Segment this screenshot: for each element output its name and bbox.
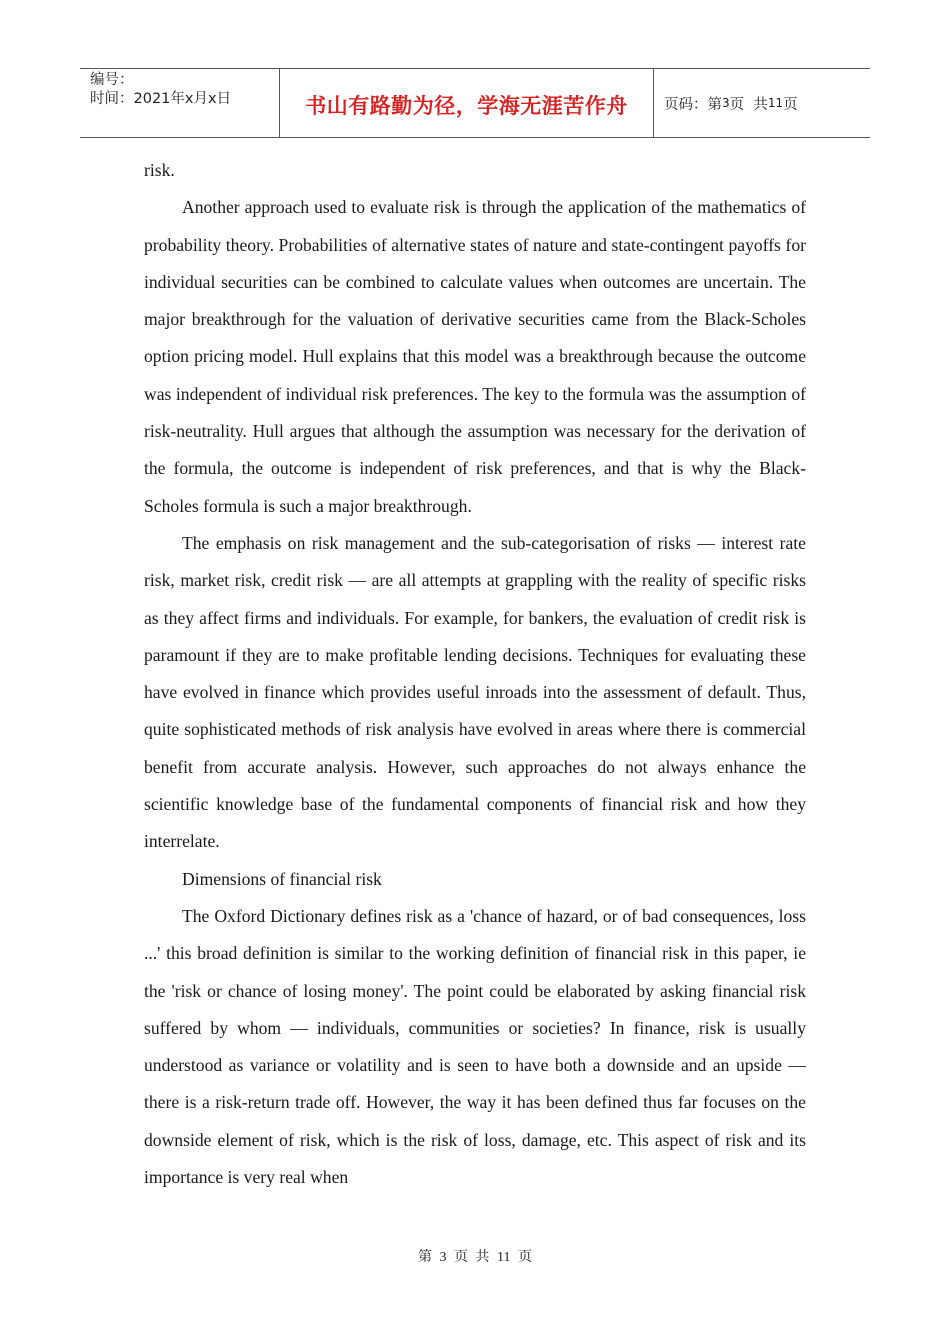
header-page-indicator — [654, 69, 870, 137]
paragraph: The Oxford Dictionary defines risk as a 'chance of hazard, or of bad consequences, loss ...' this broad definition is similar to the working definition of financial risk in this paper, ie the 'risk or chance of losing money'. The point could be elaborated by asking financial risk suffered by whom — individuals, communities or societies? In finance, risk is usually understood as variance or volatility and is seen to have both a downside and an upside — there is a risk-return trade off. However, the way it has been defined thus far focuses on the downside element of risk, which is the risk of loss, damage, etc. This aspect of risk and its importance is very real when — [144, 905, 806, 1188]
page-prefix: 页码：第 — [664, 96, 722, 113]
page-mid: 页 共 — [729, 96, 768, 113]
header-motto-cell — [280, 69, 654, 137]
page-total: 11 — [767, 96, 784, 110]
document-date-label: 时间：2021年x月x日 — [90, 91, 232, 107]
header-motto: 书山有路勤为径，学海无涯苦作舟 — [305, 94, 628, 118]
page-current: 3 — [722, 96, 730, 110]
document-body — [144, 152, 806, 1196]
page-header — [80, 68, 870, 138]
section-heading: Dimensions of financial risk — [182, 868, 382, 889]
paragraph: The emphasis on risk management and the sub-categorisation of risks — interest rate risk, market risk, credit risk — are all attempts at grappling with the reality of specific risks as they affect firms and individuals. For example, for bankers, the evaluation of credit risk is paramount if they are to make profitable lending decisions. Techniques for evaluating these have evolved in finance which provides useful inroads into the assessment of default. Thus, quite sophisticated methods of risk analysis have evolved in areas where there is commercial benefit from accurate analysis. However, such approaches do not always enhance the scientific knowledge base of the fundamental components of financial risk and how they interrelate. — [144, 532, 806, 852]
page-suffix: 页 — [783, 96, 798, 113]
page-footer: 第 3 页 共 11 页 — [418, 1250, 532, 1265]
paragraph: Another approach used to evaluate risk is through the application of the mathematics of probability theory. Probabilities of alternative states of nature and state-contingent payoffs for individual securities can be combined to calculate values when outcomes are uncertain. The major breakthrough for the valuation of derivative securities came from the Black-Scholes option pricing model. Hull explains that this model was a breakthrough because the outcome was independent of individual risk preferences. The key to the formula was the assumption of risk-neutrality. Hull argues that although the assumption was necessary for the derivation of the formula, the outcome is independent of risk preferences, and that is why the Black-Scholes formula is such a major breakthrough. — [144, 197, 806, 516]
header-meta-cell — [80, 69, 280, 137]
paragraph-continuation: risk. — [144, 160, 175, 180]
document-number-label: 编号： — [90, 72, 134, 88]
